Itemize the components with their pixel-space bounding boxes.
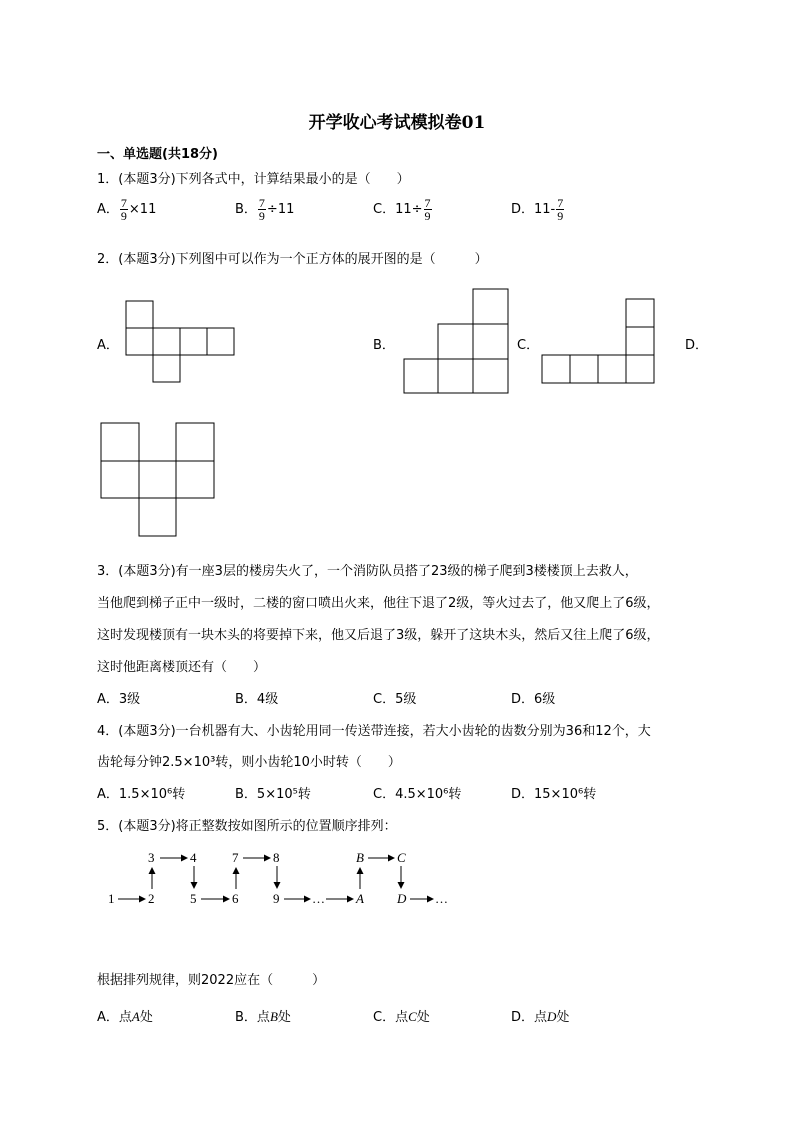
option-letter: D． — [511, 202, 535, 217]
option-prefix: 11÷ — [395, 202, 423, 217]
option-prefix: 11- — [534, 202, 556, 217]
option-prefix: 点 — [534, 1010, 548, 1025]
fraction — [424, 197, 432, 222]
numerator: 7 — [120, 196, 127, 210]
node-a: A — [356, 891, 364, 906]
denominator: 9 — [557, 209, 564, 223]
option-suffix: ÷11 — [266, 202, 295, 217]
q5-option-d[interactable] — [511, 1006, 569, 1025]
node-ellipsis-1: … — [312, 891, 325, 906]
point-variable: B — [269, 1009, 278, 1024]
node-1: 1 — [108, 891, 115, 906]
q1-option-a[interactable] — [97, 197, 156, 222]
denominator: 9 — [258, 209, 265, 223]
question-1-stem: 1．(本题3分)下列各式中，计算结果最小的是（ ） — [97, 172, 410, 187]
question-3-line-1: 3．(本题3分)有一座3层的楼房失火了，一个消防队员搭了23级的梯子爬到3楼楼顶上去救人， — [97, 564, 638, 579]
page-title: 开学收心考试模拟卷01 — [308, 113, 486, 133]
option-letter: C． — [373, 1010, 396, 1025]
q2-label-d[interactable]: D． — [685, 338, 709, 353]
node-6: 6 — [232, 891, 239, 906]
point-variable: D — [547, 1009, 557, 1024]
node-ellipsis-2: … — [435, 891, 448, 906]
q5-option-c[interactable] — [373, 1006, 430, 1025]
question-5-stem: 5．(本题3分)将正整数按如图所示的位置顺序排列： — [97, 819, 397, 834]
option-letter: B． — [235, 1010, 257, 1025]
node-9: 9 — [273, 891, 280, 906]
q2-label-c[interactable]: C． — [517, 338, 540, 353]
q4-option-a[interactable]: A．1.5×10⁶转 — [97, 787, 186, 802]
option-suffix: ×11 — [128, 202, 157, 217]
option-letter: A． — [97, 1010, 119, 1025]
q3-option-c[interactable]: C．5级 — [373, 692, 417, 707]
q1-option-c[interactable] — [373, 197, 433, 222]
q4-option-b[interactable]: B．5×10⁵转 — [235, 787, 311, 802]
q3-option-b[interactable]: B．4级 — [235, 692, 279, 707]
cube-net-a — [124, 299, 238, 385]
q2-label-b[interactable]: B． — [373, 338, 395, 353]
q1-option-b[interactable] — [235, 197, 294, 222]
point-variable: A — [131, 1009, 140, 1024]
numerator: 7 — [557, 196, 564, 210]
q4-option-c[interactable]: C．4.5×10⁶转 — [373, 787, 462, 802]
node-3: 3 — [148, 850, 155, 865]
number-arrangement-diagram — [100, 844, 460, 910]
node-7: 7 — [232, 850, 239, 865]
q4-option-d[interactable]: D．15×10⁶转 — [511, 787, 597, 802]
denominator: 9 — [424, 209, 431, 223]
fraction — [120, 197, 128, 222]
point-variable: C — [408, 1009, 417, 1024]
question-5-question: 根据排列规律，则2022应在（ ） — [97, 973, 326, 988]
node-2: 2 — [148, 891, 155, 906]
numerator: 7 — [424, 196, 431, 210]
q2-label-a[interactable]: A． — [97, 338, 119, 353]
question-4-line-2: 齿轮每分钟2.5×10³转，则小齿轮10小时转（ ） — [97, 755, 401, 770]
cube-net-d — [99, 421, 217, 539]
node-4: 4 — [190, 850, 197, 865]
option-letter: C． — [373, 202, 396, 217]
node-b: B — [356, 850, 364, 865]
node-c: C — [397, 850, 406, 865]
q3-option-d[interactable]: D．6级 — [511, 692, 556, 707]
option-suffix: 处 — [416, 1010, 430, 1025]
q3-option-a[interactable]: A．3级 — [97, 692, 141, 707]
option-letter: D． — [511, 1010, 535, 1025]
q1-option-d[interactable] — [511, 197, 565, 222]
section-heading: 一、单选题(共18分) — [97, 147, 218, 162]
numerator: 7 — [258, 196, 265, 210]
option-suffix: 处 — [556, 1010, 570, 1025]
cube-net-c — [540, 297, 658, 385]
denominator: 9 — [120, 209, 127, 223]
fraction — [556, 197, 564, 222]
question-4-line-1: 4．(本题3分)一台机器有大、小齿轮用同一传送带连接，若大小齿轮的齿数分别为36和12个，大 — [97, 724, 651, 739]
question-3-line-4: 这时他距离楼顶还有（ ） — [97, 660, 267, 675]
question-3-line-2: 当他爬到梯子正中一级时，二楼的窗口喷出火来，他往下退了2级，等火过去了，他又爬上了6级， — [97, 596, 660, 611]
option-letter: A． — [97, 202, 119, 217]
q5-option-a[interactable] — [97, 1006, 153, 1025]
q5-option-b[interactable] — [235, 1006, 291, 1025]
fraction — [258, 197, 266, 222]
node-d: D — [397, 891, 407, 906]
option-prefix: 点 — [256, 1010, 270, 1025]
option-prefix: 点 — [395, 1010, 409, 1025]
node-8: 8 — [273, 850, 280, 865]
option-prefix: 点 — [118, 1010, 132, 1025]
option-suffix: 处 — [277, 1010, 291, 1025]
cube-net-b — [403, 288, 511, 396]
question-2-stem: 2．(本题3分)下列图中可以作为一个正方体的展开图的是（ ） — [97, 252, 488, 267]
node-5: 5 — [190, 891, 197, 906]
option-letter: B． — [235, 202, 257, 217]
option-suffix: 处 — [139, 1010, 153, 1025]
question-3-line-3: 这时发现楼顶有一块木头的将要掉下来，他又后退了3级，躲开了这块木头，然后又往上爬了6级， — [97, 628, 660, 643]
